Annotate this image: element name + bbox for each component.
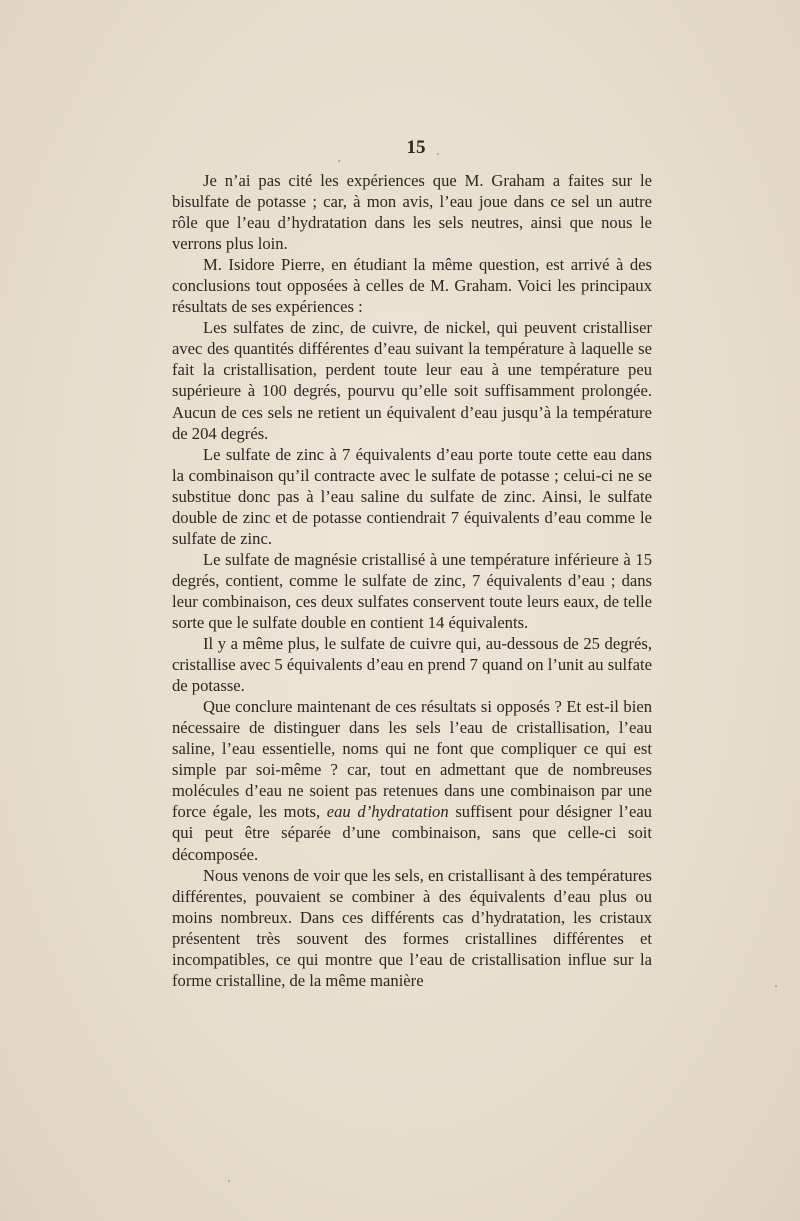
paper-speck	[775, 985, 777, 987]
paragraph-text: suffisent pour désigner l’eau qui peut être séparée d’une combinaison, sans que celle-ci soit décomposée.	[172, 802, 652, 864]
paragraph: Nous venons de voir que les sels, en cristallisant à des températures différentes, pouvaient se combiner à des équivalents d’eau plus ou moins nombreux. Dans ces différents cas d’hydratation, les cristaux présentent très souvent des formes cristallines différentes et incompatibles, ce qui montre que l’eau de cristallisation influe sur la forme cristalline, de la même manière	[172, 865, 652, 990]
paragraph: Le sulfate de magnésie cristallisé à une température inférieure à 15 degrés, contient, comme le sulfate de zinc, 7 équivalents d’eau ; dans leur combinaison, ces deux sulfates conservent toute leurs eaux, de telle sorte que le sulfate double en contient 14 équivalents.	[172, 549, 652, 632]
paragraph: Les sulfates de zinc, de cuivre, de nickel, qui peuvent cristalliser avec des quantités différentes d’eau suivant la température à laquelle se fait la cristallisation, perdent toute leur eau à une température peu supérieure à 100 degrés, pourvu qu’elle soit suffisamment prolongée. Aucun de ces sels ne retient un équivalent d’eau jusqu’à la température de 204 degrés.	[172, 318, 652, 443]
paragraph	[172, 696, 652, 864]
body-text	[172, 170, 652, 991]
paragraph: Il y a même plus, le sulfate de cuivre qui, au-dessous de 25 degrés, cristallise avec 5 équivalents d’eau en prend 7 quand on l’unit au sulfate de potasse.	[172, 634, 652, 696]
paper-speck	[228, 1180, 230, 1182]
paragraph: Je n’ai pas cité les expériences que M. Graham a faites sur le bisulfate de potasse ; car, à mon avis, l’eau joue dans ce sel un autre rôle que l’eau d’hydratation dans les sels neutres, ainsi que nous le verrons plus loin.	[172, 171, 652, 254]
paragraph-text: Que conclure maintenant de ces résultats si opposés ? Et est-il bien nécessaire de distinguer dans les sels l’eau de cristallisation, l’eau saline, l’eau essentielle, noms qui ne font que compliquer ce qui est simple par soi-même ? car, tout en admettant que de nombreuses molécules d’eau ne soient pas retenues dans une combinaison par une force égale, les mots,	[172, 697, 652, 822]
paragraph: Le sulfate de zinc à 7 équivalents d’eau porte toute cette eau dans la combinaison qu’il contracte avec le sulfate de potasse ; celui-ci ne se substitue donc pas à l’eau saline du sulfate de zinc. Ainsi, le sulfate double de zinc et de potasse contiendrait 7 équivalents d’eau comme le sulfate de zinc.	[172, 444, 652, 548]
italic-term: eau d’hydratation	[326, 802, 449, 822]
page-number: 15	[406, 137, 426, 158]
paper-speck	[338, 160, 340, 162]
paragraph: M. Isidore Pierre, en étudiant la même question, est arrivé à des conclusions tout opposées à celles de M. Graham. Voici les principaux résultats de ses expériences :	[172, 255, 652, 317]
